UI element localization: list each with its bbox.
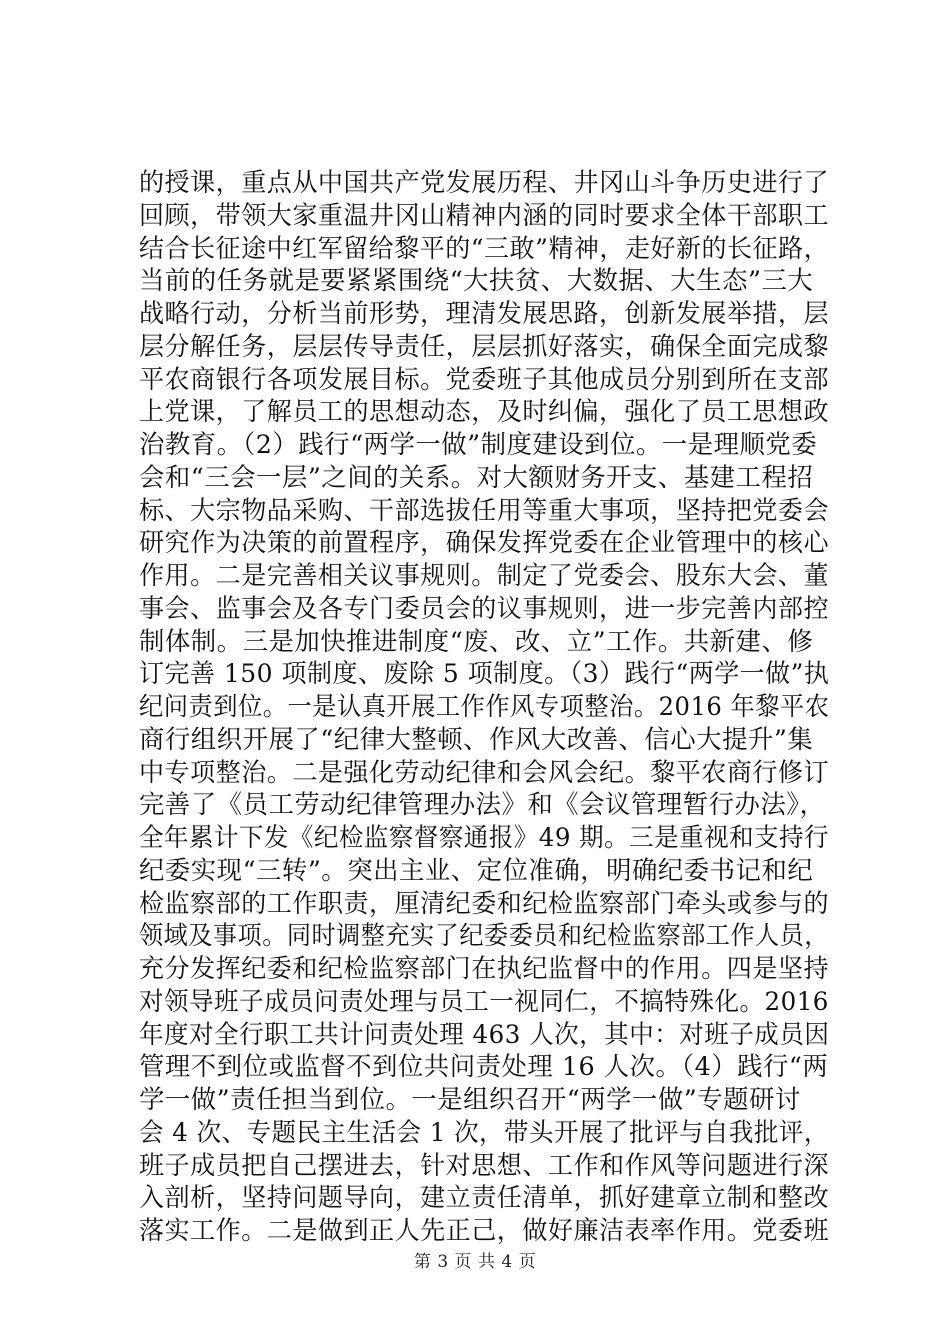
text-line: 结合长征途中红军留给黎平的“三敢”精神，走好新的长征路， xyxy=(139,232,830,263)
page-footer xyxy=(0,1247,950,1272)
text-line: 治教育。（2）践行“两学一做”制度建设到位。一是理顺党委 xyxy=(139,429,818,459)
body-paragraph xyxy=(139,166,829,1247)
text-line: 平农商银行各项发展目标。党委班子其他成员分别到所在支部 xyxy=(139,363,830,394)
text-line: 上党课，了解员工的思想动态，及时纠偏，强化了员工思想政 xyxy=(139,396,830,427)
text-line: 订完善 150 项制度、废除 5 项制度。（3）践行“两学一做”执 xyxy=(139,658,830,689)
text-line: 会 4 次、专题民主生活会 1 次，带头开展了批评与自我批评， xyxy=(139,1116,829,1147)
text-line: 中专项整治。二是强化劳动纪律和会风会纪。黎平农商行修订 xyxy=(139,756,830,787)
text-line: 检监察部的工作职责，厘清纪委和纪检监察部门牵头或参与的 xyxy=(139,887,830,918)
text-line: 作用。二是完善相关议事规则。制定了党委会、股东大会、董 xyxy=(139,560,830,590)
text-line: 对领导班子成员问责处理与员工一视同仁，不搞特殊化。2016 xyxy=(139,985,829,1016)
text-line: 全年累计下发《纪检监察督察通报》49 期。三是重视和支持行 xyxy=(139,822,830,852)
text-line: 会和“三会一层”之间的关系。对大额财务开支、基建工程招 xyxy=(139,461,814,492)
text-line: 充分发挥纪委和纪检监察部门在执纪监督中的作用。四是坚持 xyxy=(139,953,830,983)
text-line: 战略行动，分析当前形势，理清发展思路，创新发展举措，层 xyxy=(139,298,830,328)
page-number-label: 第 3 页 共 4 页 xyxy=(413,1252,537,1272)
text-line: 制体制。三是加快推进制度“废、改、立”工作。共新建、修 xyxy=(139,625,814,656)
text-line: 商行组织开展了“纪律大整顿、作风大改善、信心大提升”集 xyxy=(139,723,814,754)
text-line: 层分解任务，层层传导责任，层层抓好落实，确保全面完成黎 xyxy=(139,330,830,361)
text-line: 年度对全行职工共计问责处理 463 人次，其中：对班子成员因 xyxy=(139,1018,830,1049)
text-line: 班子成员把自己摆进去，针对思想、工作和作风等问题进行深 xyxy=(139,1149,830,1180)
text-line: 回顾，带领大家重温井冈山精神内涵的同时要求全体干部职工 xyxy=(139,199,830,230)
text-line: 标、大宗物品采购、干部选拔任用等重大事项，坚持把党委会 xyxy=(139,494,830,525)
text-line: 领域及事项。同时调整充实了纪委委员和纪检监察部工作人员， xyxy=(139,920,829,951)
text-line: 当前的任务就是要紧紧围绕“大扶贫、大数据、大生态”三大 xyxy=(139,265,814,296)
text-line: 的授课，重点从中国共产党发展历程、井冈山斗争历史进行了 xyxy=(139,167,830,197)
text-line: 入剖析，坚持问题导向，建立责任清单，抓好建章立制和整改 xyxy=(139,1182,830,1213)
text-line: 研究作为决策的前置程序，确保发挥党委在企业管理中的核心 xyxy=(139,527,830,558)
text-line: 学一做”责任担当到位。一是组织召开“两学一做”专题研讨 xyxy=(139,1084,801,1114)
text-line: 事会、监事会及各专门委员会的议事规则，进一步完善内部控 xyxy=(139,592,830,623)
text-line: 管理不到位或监督不到位共问责处理 16 人次。（4）践行“两 xyxy=(139,1051,829,1082)
text-line: 落实工作。二是做到正人先正己，做好廉洁表率作用。党委班 xyxy=(139,1215,830,1245)
text-line: 纪委实现“三转”。突出主业、定位准确，明确纪委书记和纪 xyxy=(139,854,814,885)
text-line: 纪问责到位。一是认真开展工作作风专项整治。2016 年黎平农 xyxy=(139,691,830,721)
text-line: 完善了《员工劳动纪律管理办法》和《会议管理暂行办法》， xyxy=(139,789,826,820)
